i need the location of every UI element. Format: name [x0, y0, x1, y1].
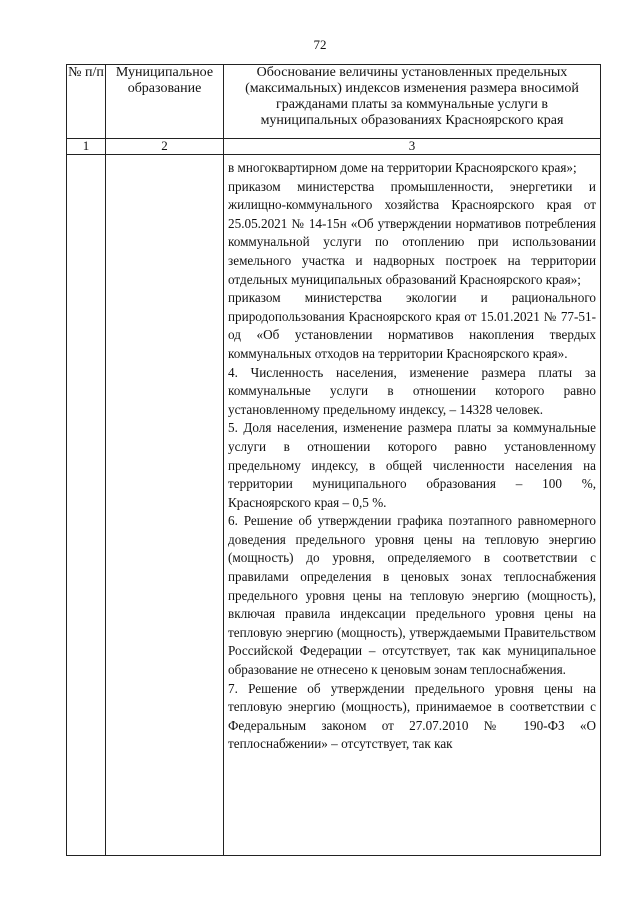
paragraph: приказом министерства экологии и рационального природопользования Красноярского края от 15.01.2021 № 77-51-од «Об установлении нормативов накопления твердых коммунальных отходов на территории Красноярского края». [228, 290, 596, 361]
justification-text [224, 155, 600, 754]
justification-table [66, 64, 601, 856]
paragraph: 6. Решение об утверждении графика поэтапного равномерного доведения предельного уровня цены на тепловую энергию (мощность) до уровня, определяемого в соответствии с правилами определения в ценовых зонах теплоснабжения предельного уровня цены на тепловую энергию (мощность), включая правила индексации предельного уровня цены на тепловую энергию (мощность), утверждаемыми Правительством Российской Федерации – отсутствует, так как муниципальное образование не отнесено к ценовым зонам теплоснабжения. [228, 513, 596, 678]
page-number: 72 [313, 37, 327, 52]
column-number-2: 2 [106, 139, 224, 155]
paragraph: 4. Численность населения, изменение размера платы за коммунальные услуги в отношении которого равно установленному предельному индексу, – 14328 человек. [228, 364, 596, 417]
paragraph: в многоквартирном доме на территории Красноярского края»; [228, 160, 577, 175]
cell-justification [224, 155, 601, 856]
paragraph: приказом министерства промышленности, энергетики и жилищно-коммунального хозяйства Красноярского края от 25.05.2021 № 14-15н «Об утверждении нормативов потребления коммунальной услуги по отоплению при использовании земельного участка и надворных построек на территории отдельных муниципальных образований Красноярского края»; [228, 178, 596, 287]
column-number-3: 3 [224, 139, 601, 155]
header-municipality: Муниципальное образование [106, 65, 224, 139]
paragraph: 7. Решение об утверждении предельного уровня цены на тепловую энергию (мощность), принимаемое в соответствии с Федеральным законом от 27.07.2010 № 190-ФЗ «О теплоснабжении» – отсутствует, так как [228, 680, 596, 752]
column-number-1: 1 [67, 139, 106, 155]
table-header-row [67, 65, 601, 139]
header-number: № п/п [67, 65, 106, 139]
column-number-row [67, 139, 601, 155]
cell-number [67, 155, 106, 856]
header-justification: Обоснование величины установленных предельных (максимальных) индексов изменения размера вносимой гражданами платы за коммунальные услуги в муниципальных образованиях Красноярского края [224, 65, 601, 139]
cell-municipality [106, 155, 224, 856]
paragraph: 5. Доля населения, изменение размера платы за коммунальные услуги в отношении которого равно установленному предельному индексу, в общей численности населения на территории муниципального образования – 100 %, Красноярского края – 0,5 %. [228, 420, 596, 510]
table-row [67, 155, 601, 856]
